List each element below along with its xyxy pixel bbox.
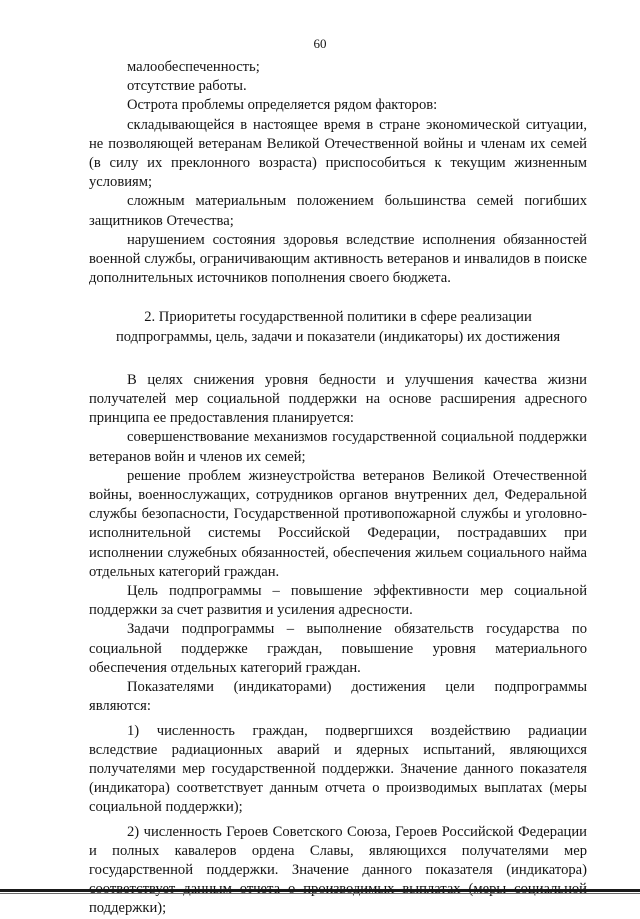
page-body bbox=[89, 58, 587, 919]
paragraph: Цель подпрограммы – повышение эффективности мер социальной поддержки за счет развития и усиления адресности. bbox=[89, 583, 587, 619]
paragraph: В целях снижения уровня бедности и улучшения качества жизни получателей мер социальной поддержки на основе расширения адресного принципа ее предоставления планируется: bbox=[89, 371, 587, 427]
paragraph: складывающейся в настоящее время в стране экономической ситуации, не позволяющей ветеранам Великой Отечественной войны и членам их семей (в силу их преклонного возраста) приспособиться к текущим жизненным условиям; bbox=[89, 116, 587, 191]
section-heading: 2. Приоритеты государственной политики в сфере реализации подпрограммы, цель, задачи и показатели (индикаторы) их достижения bbox=[115, 309, 561, 345]
indicator-item: 1) численность граждан, подвергшихся воздействию радиации вследствие радиационных аварий и ядерных испытаний, являющихся получателями мер государственной поддержки. Значение данного показателя (индикатора) соответствует данным отчета о производимых выплатах (меры социальной поддержки); bbox=[89, 722, 587, 816]
spacer bbox=[89, 288, 587, 308]
indicator-item: 2) численность Героев Советского Союза, Героев Российской Федерации и полных кавалеров ордена Славы, являющихся получателями мер государственной поддержки. Значение данного показателя (индикатора) поддержки); bbox=[89, 823, 587, 917]
paragraph: совершенствование механизмов государственной социальной поддержки ветеранов войн и членов их семей; bbox=[89, 429, 587, 465]
paragraph: Острота проблемы определяется рядом факторов: bbox=[127, 97, 438, 114]
paragraph: Показателями (индикаторами) достижения цели подпрограммы являются: bbox=[89, 679, 587, 715]
paragraph: малообеспеченность; bbox=[127, 59, 260, 75]
paragraph: сложным материальным положением большинства семей погибших защитников Отечества; bbox=[89, 193, 587, 229]
paragraph: отсутствие работы. bbox=[127, 78, 247, 95]
bottom-border-line bbox=[0, 889, 640, 892]
paragraph: решение проблем жизнеустройства ветеранов Великой Отечественной войны, военнослужащих, сотрудников органов внутренних дел, Федеральной службы безопасности, Государственной противопожарной службы и уголовно-исполнительной системы Российской Федерации, пострадавших при исполнении служебных обязанностей, обеспечения жильем социального найма отдельных категорий граждан. bbox=[89, 467, 587, 580]
paragraph: Задачи подпрограммы – выполнение обязательств государства по социальной поддержке граждан, повышение уровня материального обеспечения отдельных категорий граждан. bbox=[89, 621, 587, 676]
paragraph: нарушением состояния здоровья вследствие исполнения обязанностей военной службы, ограничивающим активность ветеранов и инвалидов в поиске дополнительных источников пополнения своего бюджета. bbox=[89, 231, 587, 287]
spacer bbox=[89, 347, 587, 371]
bottom-border-line-thin bbox=[0, 893, 640, 894]
page-number: 60 bbox=[313, 36, 327, 51]
